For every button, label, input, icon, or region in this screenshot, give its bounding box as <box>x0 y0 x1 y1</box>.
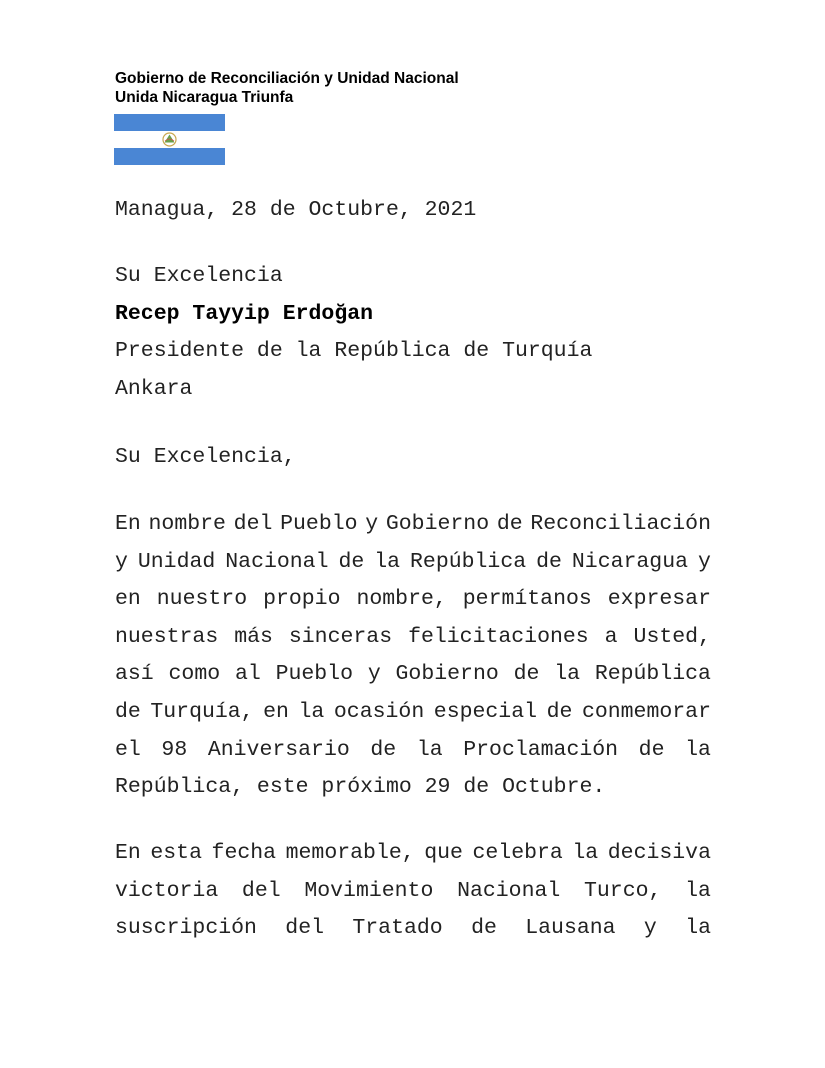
word: Proclamación <box>463 737 619 762</box>
word: Turco, <box>584 878 662 903</box>
word: República <box>594 662 711 687</box>
word: y <box>115 549 128 574</box>
paragraph-line <box>115 732 711 770</box>
word: Gobierno <box>395 662 499 687</box>
word: expresar <box>607 587 711 612</box>
word: Tratado <box>352 916 443 941</box>
word: el <box>115 737 141 762</box>
word: Lausana <box>525 916 616 941</box>
word: la <box>374 549 401 574</box>
word: como <box>168 662 221 687</box>
letterhead <box>115 69 459 107</box>
word: en <box>263 699 289 724</box>
word: así <box>115 662 154 687</box>
word: Nacional <box>225 549 329 574</box>
word: memorable, <box>285 841 415 865</box>
word: de <box>496 512 523 536</box>
word: la <box>685 737 711 762</box>
letterhead-slogan: Unida Nicaragua Triunfa <box>115 89 294 106</box>
paragraph-1 <box>115 506 711 807</box>
word: Aniversario <box>207 737 350 762</box>
word: Movimiento <box>304 878 434 903</box>
word: fecha <box>211 841 277 865</box>
word: la <box>298 699 325 724</box>
recipient-salutation: Su Excelencia <box>115 264 283 288</box>
word: República <box>410 549 527 574</box>
word: la <box>685 916 711 941</box>
paragraph-2 <box>115 835 711 948</box>
recipient-city: Ankara <box>115 376 193 401</box>
word: propio <box>263 587 341 612</box>
word: felicitaciones <box>408 624 589 649</box>
word: en <box>115 587 141 612</box>
paragraph-line <box>115 694 711 732</box>
word: suscripción <box>115 916 257 941</box>
word: ocasión <box>333 699 425 724</box>
word: Nicaragua <box>571 549 689 574</box>
word: del <box>241 878 281 903</box>
word: la <box>572 841 599 865</box>
word: y <box>367 662 381 687</box>
word: especial <box>433 699 538 724</box>
word: la <box>554 662 580 687</box>
word: y <box>697 549 711 574</box>
letter-date: Managua, 28 de Octubre, 2021 <box>115 198 477 222</box>
paragraph-line <box>115 910 711 948</box>
paragraph-line <box>115 544 711 582</box>
word: del <box>285 916 325 941</box>
word: Pueblo <box>280 512 358 536</box>
word: de <box>638 737 665 762</box>
word: de <box>338 549 365 574</box>
word: de <box>471 916 497 941</box>
word: En <box>115 841 141 865</box>
letter-greeting: Su Excelencia, <box>115 445 296 469</box>
word: la <box>685 878 711 903</box>
word: conmemorar <box>581 699 711 724</box>
recipient-title: Presidente de la República de Turquía <box>115 339 593 364</box>
word: decisiva <box>607 841 711 865</box>
greeting-block <box>115 439 711 477</box>
word: y <box>643 916 657 941</box>
paragraph-line <box>115 835 711 873</box>
paragraph-line: República, este próximo 29 de Octubre. <box>115 775 606 800</box>
word: de <box>115 699 141 724</box>
word: esta <box>150 841 202 865</box>
paragraph-line <box>115 873 711 911</box>
nicaragua-flag-icon <box>114 114 225 165</box>
word: Nacional <box>457 878 561 903</box>
word: Unidad <box>137 549 216 574</box>
word: sinceras <box>288 624 393 649</box>
word: Pueblo <box>275 662 353 687</box>
word: del <box>233 512 273 536</box>
paragraph-line <box>115 656 711 694</box>
word: al <box>234 662 261 687</box>
word: nombre, <box>356 587 447 612</box>
word: nuestro <box>156 587 248 612</box>
word: y <box>365 512 379 536</box>
word: Reconciliación <box>530 512 711 536</box>
word: nuestras <box>115 624 219 649</box>
word: permítanos <box>462 587 592 612</box>
word: de <box>536 549 562 574</box>
paragraph-line <box>115 619 711 657</box>
word: de <box>513 662 540 687</box>
paragraph-line <box>115 506 711 544</box>
letter-date-block <box>115 192 711 230</box>
recipient-name: Recep Tayyip Erdoğan <box>115 301 374 326</box>
word: celebra <box>472 841 563 865</box>
word: En <box>115 512 141 536</box>
recipient-block <box>115 258 711 408</box>
word: nombre <box>148 512 226 536</box>
paragraph-line <box>115 581 711 619</box>
word: que <box>424 841 463 865</box>
word: a <box>604 624 618 649</box>
word: Usted, <box>633 624 711 649</box>
word: más <box>234 624 273 649</box>
word: 98 <box>161 737 188 762</box>
letterhead-government-name: Gobierno de Reconciliación y Unidad Nacional <box>115 70 459 87</box>
word: de <box>370 737 397 762</box>
word: la <box>416 737 443 762</box>
word: Turquía, <box>150 699 254 724</box>
word: de <box>546 699 573 724</box>
word: Gobierno <box>385 512 490 536</box>
word: victoria <box>115 878 219 903</box>
